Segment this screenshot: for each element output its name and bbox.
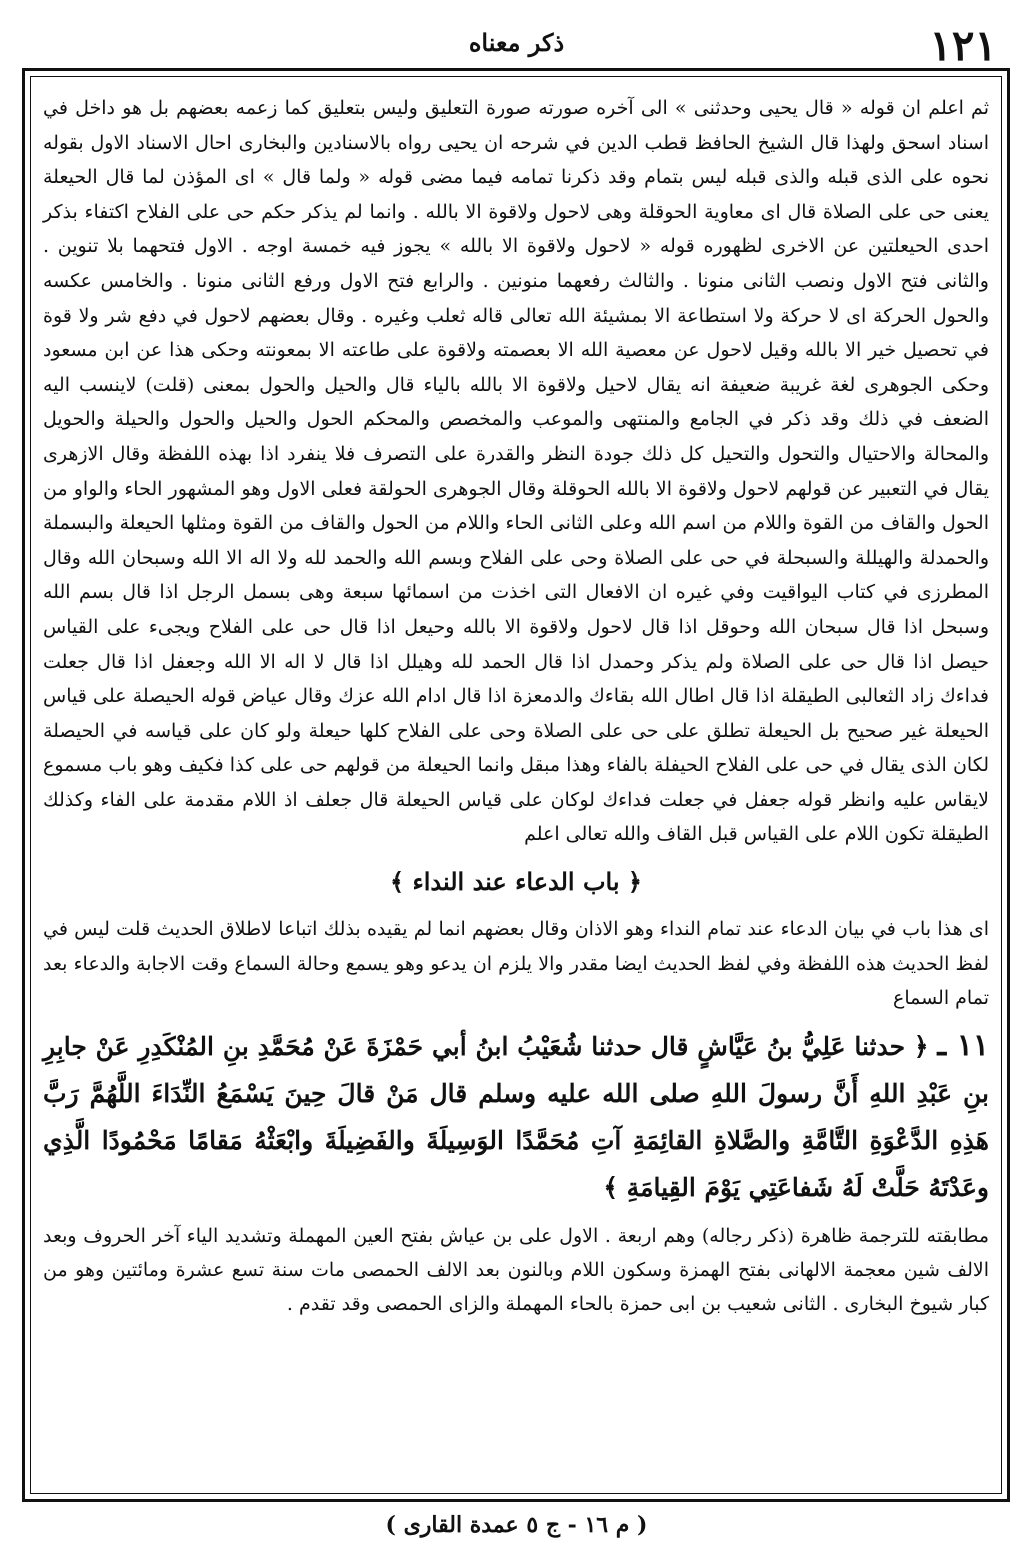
page-body — [30, 76, 1002, 1494]
chapter-intro: اى هذا باب في بيان الدعاء عند تمام النداء وهو الاذان وقال بعضهم انما لم يقيده بذلك اتباعا لاطلاق الحديث قلت ليس في لفظ الحديث هذه اللفظة وفي لفظ الحديث ايضا مقدر والا يلزم ان يدعو وهو يسمع وحالة السماع وقت الاجابة والدعاء بعد تمام السماع — [43, 918, 989, 1010]
page-header — [32, 22, 1001, 70]
hadith-text-block — [43, 1022, 989, 1211]
hadith-number: ١١ ـ — [937, 1027, 989, 1063]
hadith-text: ﴿ حدثنا عَلِيُّ بنُ عَيَّاشٍ قال حدثنا شُعَيْبُ ابنُ أبي حَمْزَةَ عَنْ مُحَمَّدِ بنِ المُنْكَدِرِ عَنْ جابِرِ بنِ عَبْدِ اللهِ أَنَّ رسولَ اللهِ صلى الله عليه وسلم قال مَنْ قالَ حِينَ يَسْمَعُ النِّدَاءَ اللَّهُمَّ رَبَّ هَذِهِ الدَّعْوَةِ التَّامَّةِ والصَّلاةِ القائِمَةِ آتِ مُحَمَّدًا الوَسِيلَةَ والفَضِيلَةَ وابْعَثْهُ مَقامًا مَحْمُودًا الَّذِي وعَدْتَهُ حَلَّتْ لَهُ شَفاعَتِي يَوْمَ القِيامَةِ ﴾ — [43, 1031, 989, 1202]
page-footer-signature: ( م ١٦ - ج ٥ عمدة القارى ) — [385, 1512, 648, 1538]
narrators-commentary: مطابقته للترجمة ظاهرة (ذكر رجاله) وهم اربعة . الاول على بن عياش بفتح العين المهملة وتشديد الياء آخر الحروف وبعد الالف شين معجمة الالهانى بفتح الهمزة وسكون اللام وبالنون بعد الالف الحمصى مات سنة تسع عشرة ومائتين وهو من كبار شيوخ البخارى . الثانى شعيب بن ابى حمزة بالحاء المهملة والزاى الحمصى وقد تقدم . — [43, 1224, 989, 1315]
running-head: ذكر معناه — [468, 28, 565, 57]
page-frame — [22, 68, 1010, 1502]
commentary-paragraph: ثم اعلم ان قوله « قال يحيى وحدثنى » الى آخره صورته صورة التعليق وليس بتعليق كما زعمه بعضهم بل هو داخل في اسناد اسحق ولهذا قال الشيخ الحافظ قطب الدين في شرحه ان يحيى رواه بالاسنادين والبخارى احال الاسناد الاول بقوله نحوه على الذى قبله والذى قبله ليس بتمام وقد ذكرنا تمامه فيما مضى قوله « ولما قال » اى المؤذن لما قال الحيعلة يعنى حى على الصلاة قال اى معاوية الحوقلة وهى لاحول ولاقوة الا بالله . وانما لم يذكر حكم حى على الفلاح اكتفاء بذكر احدى الحيعلتين عن الاخرى لظهوره قوله « لاحول ولاقوة الا بالله » يجوز فيه خمسة اوجه . الاول فتحهما بلا تنوين . والثانى فتح الاول ونصب الثانى منونا . والثالث رفعهما منونين . والرابع فتح الاول ورفع الثانى منونا . والخامس عكسه والحول الحركة اى لا حركة ولا استطاعة الا بمشيئة الله تعالى قاله ثعلب وغيره . وقال بعضهم لاحول في دفع شر ولا قوة في تحصيل خير الا بالله وقيل لاحول عن معصية الله الا بعصمته ولاقوة على طاعته الا بمعونته وحكى هذا عن ابن مسعود وحكى الجوهرى لغة غريبة ضعيفة انه يقال لاحيل ولاقوة الا بالله بالياء قال والحيل والحول بمعنى (قلت) لاينسب اليه الضعف في ذلك وقد ذكر في الجامع والمنتهى والموعب والمخصص والمحكم الحول والحيل والحول والحيلة والحويل والمحالة والاحتيال والتحول والتحيل كل ذلك جودة النظر والقدرة على التصرف فلا ينفرد اذا بهذه اللفظة وقال الازهرى يقال في التعبير عن قولهم لاحول ولاقوة الا بالله الحوقلة وقال الجوهرى الحولقة فعلى الاول وهو المشهور الحاء والواو من الحول والقاف من القوة واللام من اسم الله وعلى الثانى الحاء واللام من الحول والقاف من القوة ومثلها الحيعلة والبسملة والحمدلة والهيللة والسبحلة في حى على الصلاة وحى على الفلاح وبسم الله والحمد لله ولا اله الا الله وسبحان الله وقال المطرزى في كتاب اليواقيت وفي غيره ان الافعال التى اخذت من اسمائها سبعة وهى بسمل الرجل اذا قال بسم الله وسبحل اذا قال سبحان الله وحوقل اذا قال لاحول ولاقوة الا بالله وحيعل اذا قال حى على الفلاح ويجىء على القياس حيصل اذا قال حى على الصلاة ولم يذكر وحمدل اذا قال الحمد لله وهيلل اذا قال لا اله الا الله وجعفل اذا قال جعلت فداءك زاد الثعالبى الطيقلة اذا قال اطال الله بقاءك والدمعزة اذا قال ادام الله عزك وقال عياض قوله الحيصلة على قياس الحيعلة غير صحيح بل الحيعلة تطلق على حى على الصلاة وحى على الفلاح كلها حيعلة ولو كان على قياسه في الحيصلة لكان الذى يقال في حى على الفلاح الحيفلة بالفاء وهذا مبقل وانما الحيعلة من قولهم حى على كذا فكيف وهو باب مسموع لايقاس عليه وانظر قوله جعفل في جعلت فداءك لوكان على قياس الحيعلة قال جعلف اذ اللام مقدمة على الفاء وكذلك الطيقلة تكون اللام على القياس قبل القاف والله تعالى اعلم — [43, 97, 989, 846]
chapter-title: ﴿ باب الدعاء عند النداء ﴾ — [390, 867, 642, 897]
page-number: ١٢١ — [929, 21, 997, 70]
